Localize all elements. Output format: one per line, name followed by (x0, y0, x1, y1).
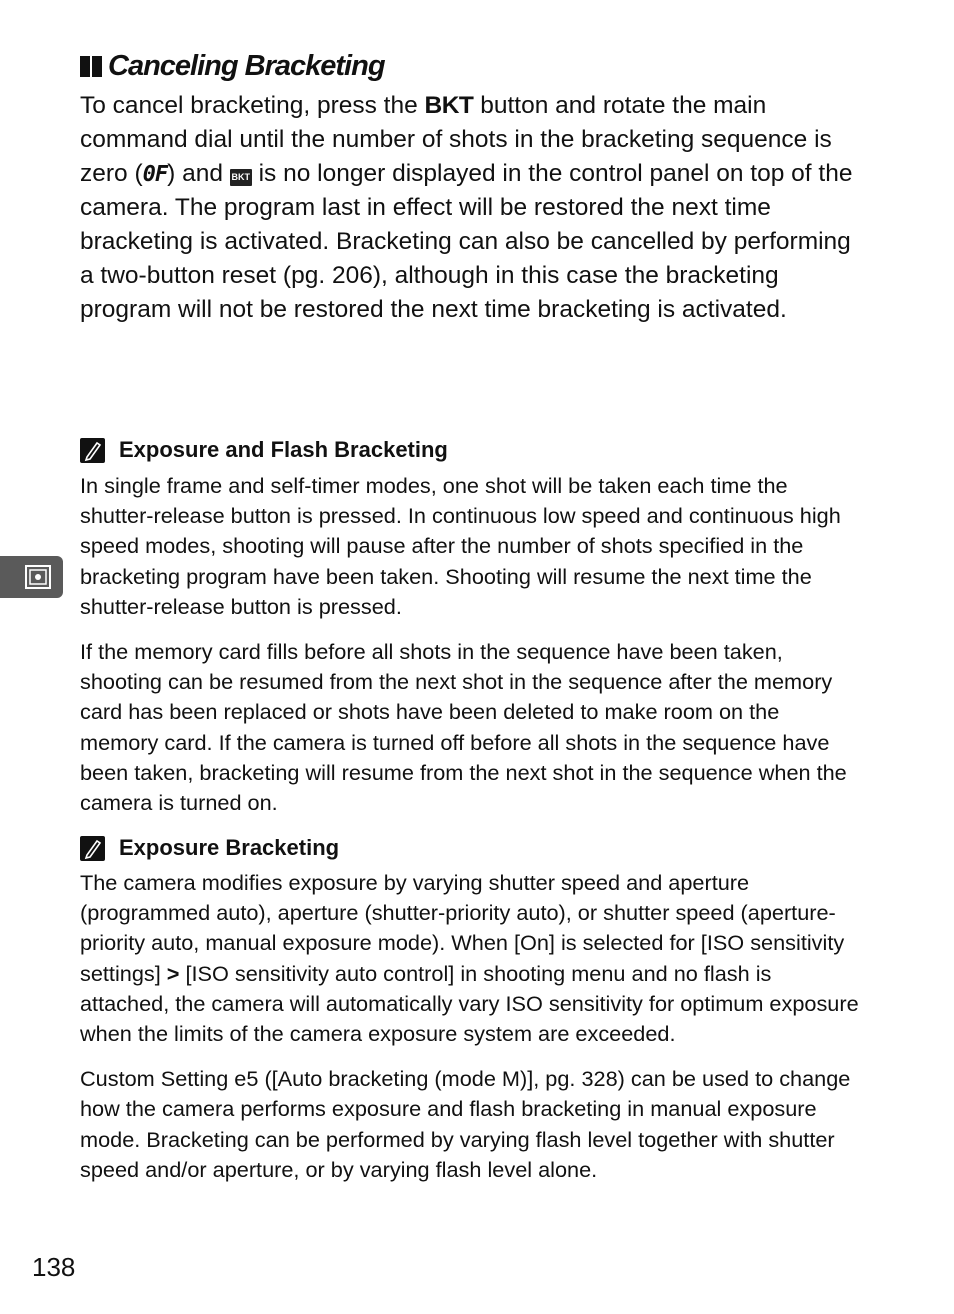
text-run: To cancel bracketing, press the (80, 92, 425, 119)
text-run: is no longer displayed in the control panel on top of the camera. The program last in effect will be restored the next time bracketing is activated. Bracketing can also be cancelled by performing a two-button reset (pg. 206), although in this case the bracketing program will not be restored the next time bracketing is activated. (80, 159, 853, 323)
pencil-icon (80, 438, 105, 463)
pencil-icon (80, 836, 105, 861)
text-run: [ISO sensitivity auto control] in shooting menu and no flash is attached, the camera will automatically vary ISO sensitivity for optimum exposure when the limits of the camera exposure system are exceeded. (80, 960, 859, 1047)
note-heading-exposure (80, 835, 339, 861)
text-run: The camera modifies exposure by varying shutter speed and aperture (programmed auto), aperture (shutter-priority auto), or shutter speed (aperture-priority auto, manual exposure mode). When [On] is selected for [ISO sensitivity settings] (80, 870, 845, 986)
section-heading (80, 50, 385, 83)
paragraph: In single frame and self-timer modes, one shot will be taken each time the shutter-release button is pressed. In continuous low speed and continuous high speed modes, shooting will pause after the number of shots specified in the bracketing program have been taken. Shooting will resume the next time the shutter-release button is pressed. (80, 473, 841, 619)
page-number: 138 (32, 1252, 76, 1282)
paragraph (80, 868, 860, 1049)
text-run: ) and (167, 159, 230, 187)
note-body-exposure-flash (80, 471, 860, 818)
note-heading-exposure-flash (80, 437, 448, 463)
main-paragraph (80, 89, 860, 327)
text-run: button and rotate the main command dial until the number of shots in the bracketing sequence is zero ( (80, 92, 832, 187)
off-symbol: 0F (142, 161, 168, 187)
menu-separator: > (166, 960, 180, 986)
bkt-button-name: BKT (424, 92, 474, 119)
chapter-tab (0, 556, 63, 598)
paragraph: If the memory card fills before all shots in the sequence have been taken, shooting can be resumed from the next shot in the sequence after the memory card has been replaced or shots have been deleted to make room on the memory card. If the camera is turned off before all shots in the sequence have been taken, bracketing will resume from the next shot in the sequence when the camera is turned on. (80, 639, 847, 816)
section-heading-text: Canceling Bracketing (108, 50, 385, 82)
paragraph: Custom Setting e5 ([Auto bracketing (mode M)], pg. 328) can be used to change how the camera performs exposure and flash bracketing in manual exposure mode. Bracketing can be performed by varying flash level together with shutter speed and/or aperture, or by varying flash level alone. (80, 1066, 851, 1182)
note-title: Exposure and Flash Bracketing (119, 437, 448, 462)
note-body-exposure (80, 868, 860, 1185)
section-marks-icon (80, 56, 102, 77)
note-title: Exposure Bracketing (119, 835, 340, 860)
metering-icon (24, 564, 52, 590)
bkt-indicator-icon: BKT (230, 169, 252, 186)
